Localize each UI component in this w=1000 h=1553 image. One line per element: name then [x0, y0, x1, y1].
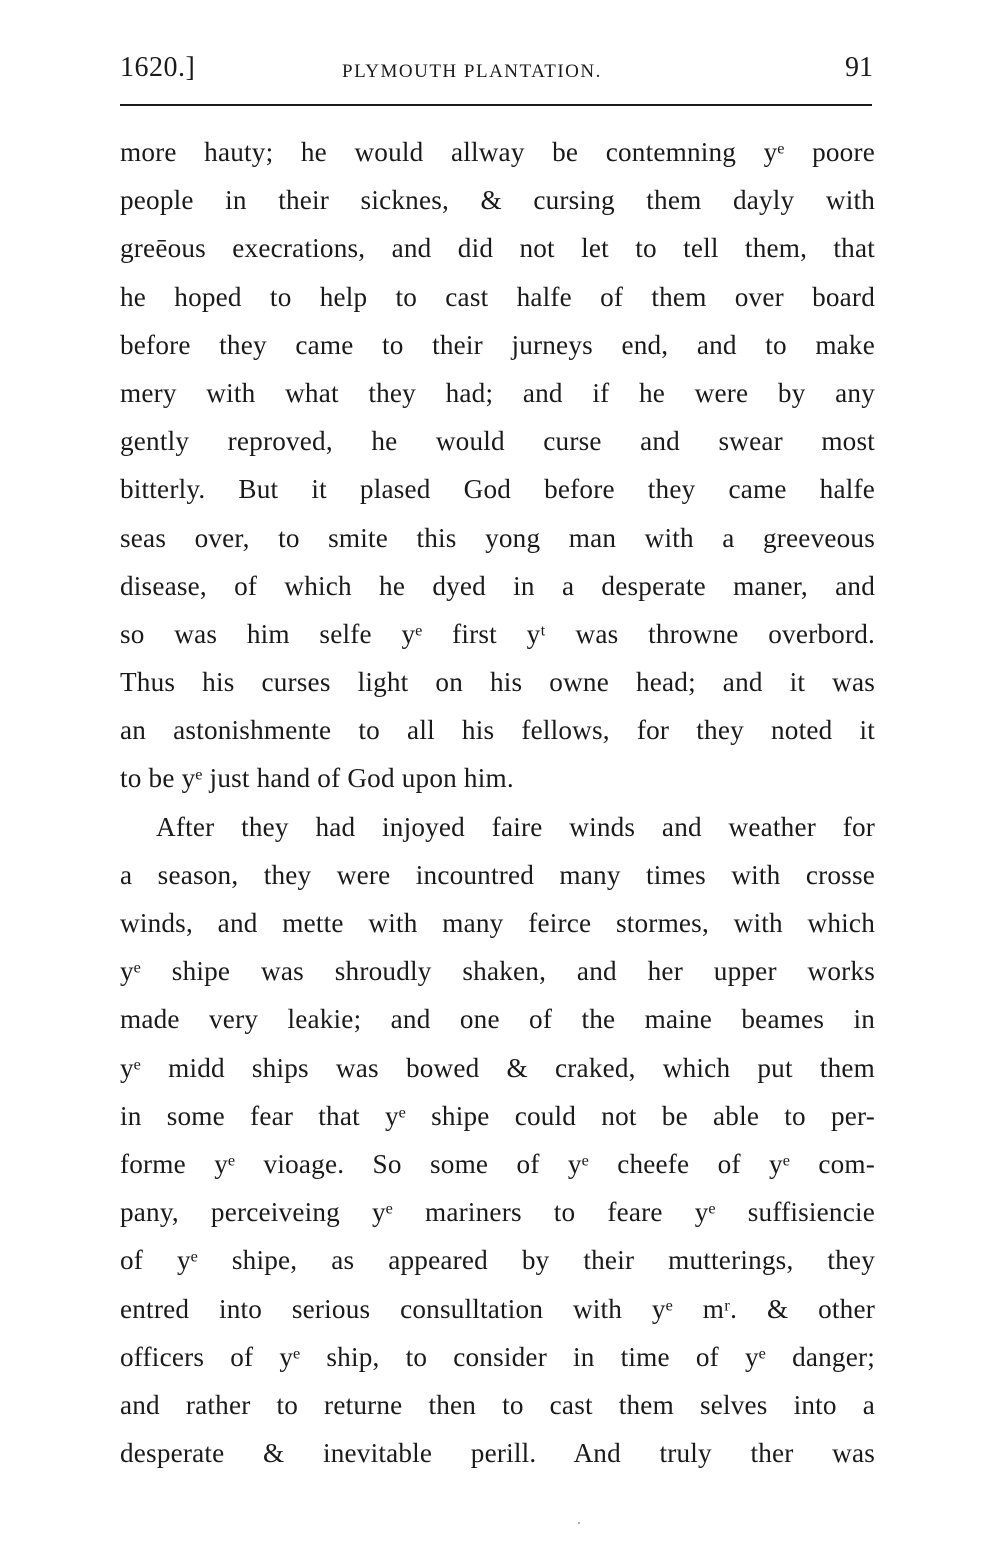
text-line: desperate & inevitable perill. And truly ther was — [120, 1438, 875, 1469]
text-line: Thus his curses light on his owne head; and it was — [120, 667, 875, 698]
text-line: mery with what they had; and if he were by any — [120, 377, 875, 408]
paragraph-1 — [120, 128, 875, 803]
text-line: disease, of which he dyed in a desperate maner, and — [120, 570, 875, 601]
paragraph-2 — [120, 803, 875, 1478]
text-line: greēous execrations, and did not let to tell them, that — [120, 233, 875, 264]
text-line: to be yᵉ just hand of God upon him. — [120, 763, 514, 794]
text-line: in some fear that yᵉ shipe could not be able to per- — [120, 1100, 875, 1131]
body-text — [120, 128, 875, 1477]
text-line: forme yᵉ vioage. So some of yᵉ cheefe of yᵉ com- — [120, 1148, 875, 1179]
text-line: bitterly. But it plased God before they came halfe — [120, 474, 875, 505]
text-line: gently reproved, he would curse and swear most — [120, 426, 875, 457]
text-line: pany, perceiveing yᵉ mariners to feare yᵉ suffisiencie — [120, 1197, 875, 1228]
text-line: yᵉ midd ships was bowed & craked, which put them — [120, 1052, 875, 1083]
text-line: an astonishmente to all his fellows, for they noted it — [120, 715, 875, 746]
text-line: entred into serious consulltation with yᵉ mʳ. & other — [120, 1293, 875, 1324]
text-line: made very leakie; and one of the maine beames in — [120, 1004, 875, 1035]
text-line: yᵉ shipe was shroudly shaken, and her upper works — [120, 956, 875, 987]
text-line: more hauty; he would allway be contemning yᵉ poore — [120, 137, 875, 167]
text-line: winds, and mette with many feirce stormes, with which — [120, 908, 875, 938]
text-line: After they had injoyed faire winds and weather for — [156, 811, 875, 842]
text-line: before they came to their jurneys end, and to make — [120, 329, 875, 360]
text-line: so was him selfe yᵉ first yᵗ was throwne overbord. — [120, 618, 875, 649]
running-header — [120, 52, 875, 92]
text-line: officers of yᵉ ship, to consider in time of yᵉ danger; — [120, 1341, 875, 1372]
header-year: 1620.] — [120, 52, 196, 83]
page-speck — [578, 1522, 580, 1524]
text-line: of yᵉ shipe, as appeared by their mutterings, they — [120, 1245, 875, 1276]
header-rule — [120, 104, 872, 106]
page-number: 91 — [845, 52, 873, 83]
header-title: PLYMOUTH PLANTATION. — [342, 61, 602, 82]
text-line: he hoped to help to cast halfe of them over board — [120, 281, 875, 312]
text-line: people in their sicknes, & cursing them dayly with — [120, 185, 875, 216]
text-line: a season, they were incountred many times with crosse — [120, 859, 875, 890]
text-line: and rather to returne then to cast them selves into a — [120, 1389, 875, 1420]
text-line: seas over, to smite this yong man with a greeveous — [120, 522, 875, 553]
